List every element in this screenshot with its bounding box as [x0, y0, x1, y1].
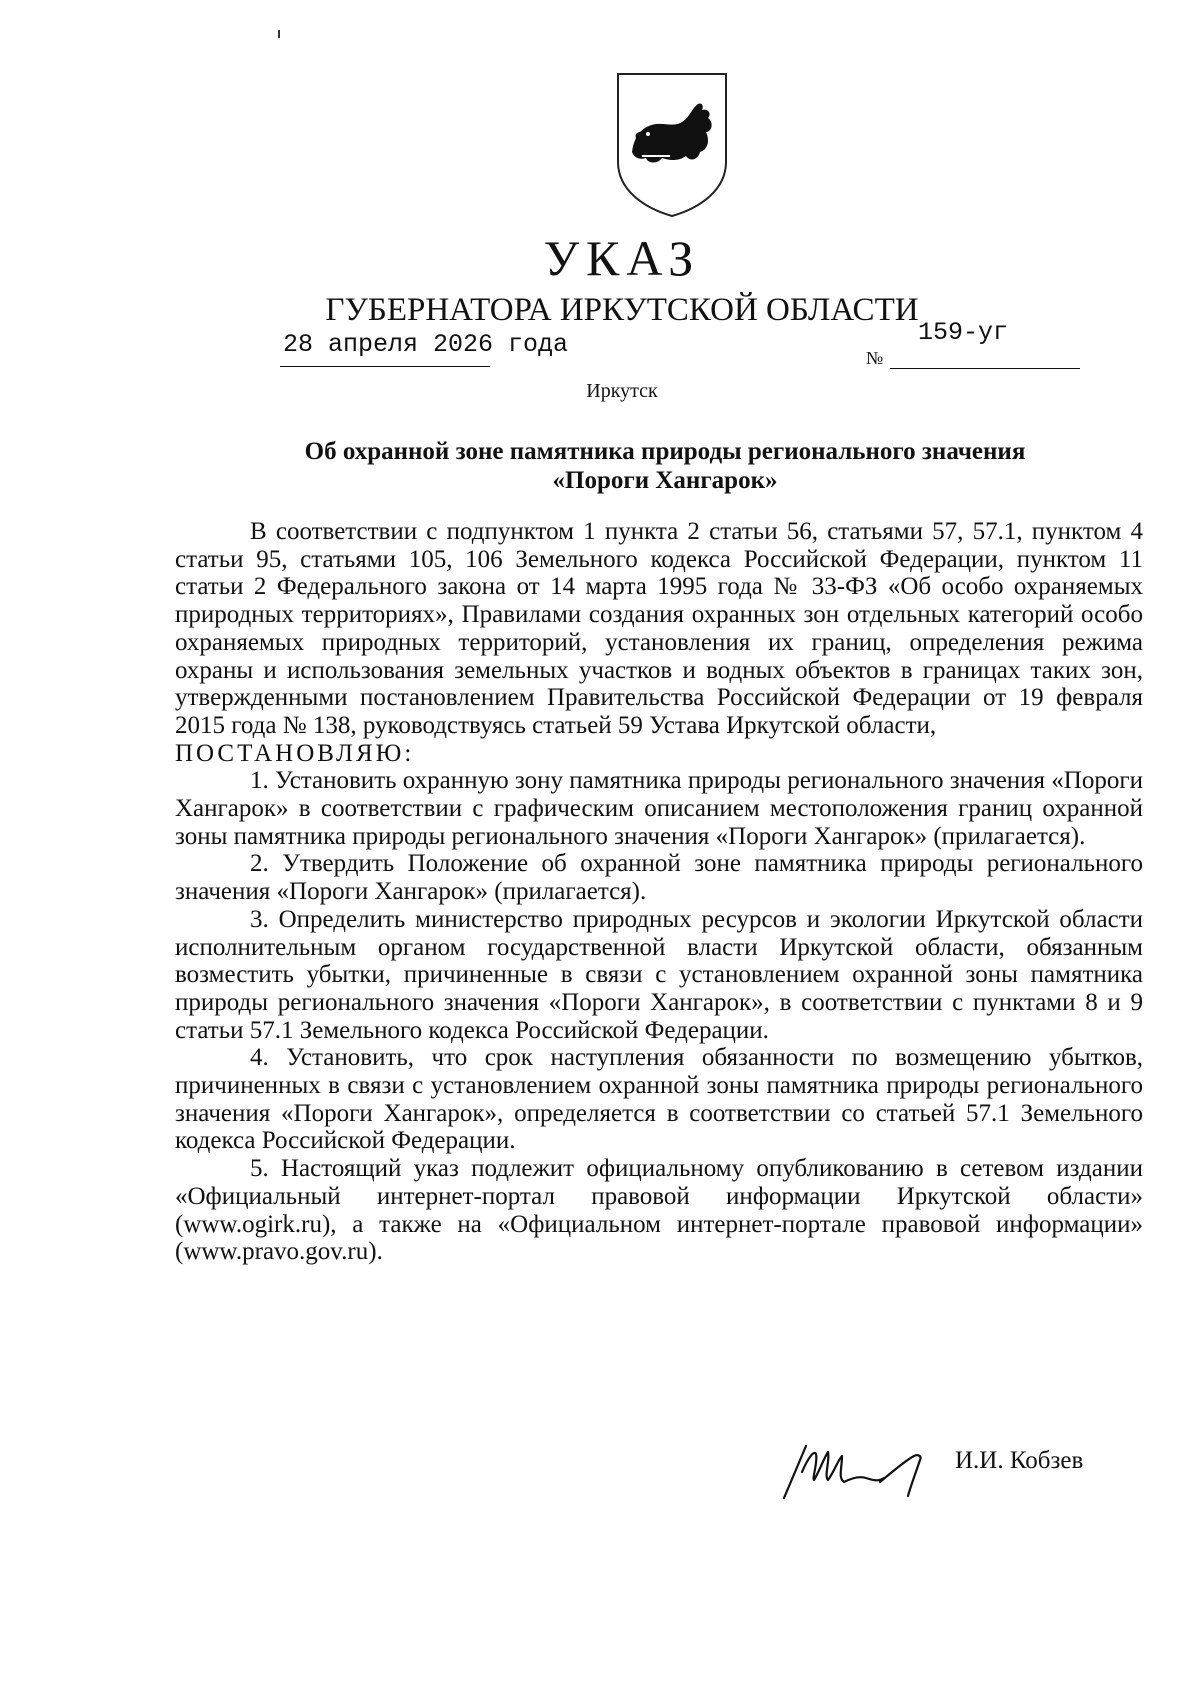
city-label: Иркутск: [586, 380, 658, 402]
decree-word: ПОСТАНОВЛЯЮ:: [175, 739, 415, 767]
decree-item-3: 3. Определить министерство природных ресурсов и экологии Иркутской области исполнительным органом государственной власти Иркутской области, обязанным возместить убытки, причиненные в связи с установлением охранной зоны памятника природы регионального значения «Пороги Хангарок», в соответствии с пунктами 8 и 9 статьи 57.1 Земельного кодекса Российской Федерации.: [175, 905, 1143, 1044]
decree-item-1: 1. Установить охранную зону памятника природы регионального значения «Пороги Хангарок» в соответствии с графическим описанием местоположения границ охранной зоны памятника природы регионального значения «Пороги Хангарок» (прилагается).: [175, 767, 1143, 850]
document-title: [200, 437, 1130, 495]
decree-item-4: 4. Установить, что срок наступления обязанности по возмещению убытков, причиненных в связи с установлением охранной зоны памятника природы регионального значения «Пороги Хангарок», определяется в соответствии со статьей 57.1 Земельного кодекса Российской Федерации.: [175, 1044, 1143, 1155]
decree-item-2: 2. Утвердить Положение об охранной зоне памятника природы регионального значения «Пороги Хангарок» (прилагается).: [175, 850, 1143, 906]
title-line-1: Об охранной зоне памятника природы регионального значения: [304, 438, 1026, 465]
title-line-2: «Пороги Хангарок»: [552, 467, 778, 494]
signer-name: И.И. Кобзев: [955, 1447, 1084, 1474]
document-number: 159-уг: [918, 318, 1009, 347]
decree-item-5: 5. Настоящий указ подлежит официальному опубликованию в сетевом издании «Официальный интернет-портал правовой информации Иркутской области» (www.ogirk.ru), а также на «Официальном интернет-портале правовой информации» (www.pravo.gov.ru).: [175, 1155, 1143, 1266]
preamble-paragraph: В соответствии с подпунктом 1 пункта 2 статьи 56, статьями 57, 57.1, пунктом 4 статьи 95, статьями 105, 106 Земельного кодекса Российской Федерации, пунктом 11 статьи 2 Федерального закона от 14 марта 1995 года № 33-ФЗ «Об особо охраняемых природных территориях», Правилами создания охранных зон отдельных категорий особо охраняемых природных территорий, установления их границ, определения режима охраны и использования земельных участков и водных объектов в границах таких зон, утвержденными постановлением Правительства Российской Федерации от 19 февраля 2015 года № 138, руководствуясь статьей 59 Устава Иркутской области,: [175, 518, 1143, 739]
number-sign: №: [866, 348, 884, 368]
document-date: 28 апреля 2026 года: [283, 330, 569, 359]
handwritten-signature: [780, 1432, 950, 1502]
coat-of-arms-icon: [612, 70, 732, 218]
document-type-heading: УКАЗ: [543, 230, 701, 286]
document-body: [175, 518, 1143, 1266]
issuer-heading: ГУБЕРНАТОРА ИРКУТСКОЙ ОБЛАСТИ: [325, 292, 919, 328]
scan-mark: [278, 30, 280, 38]
